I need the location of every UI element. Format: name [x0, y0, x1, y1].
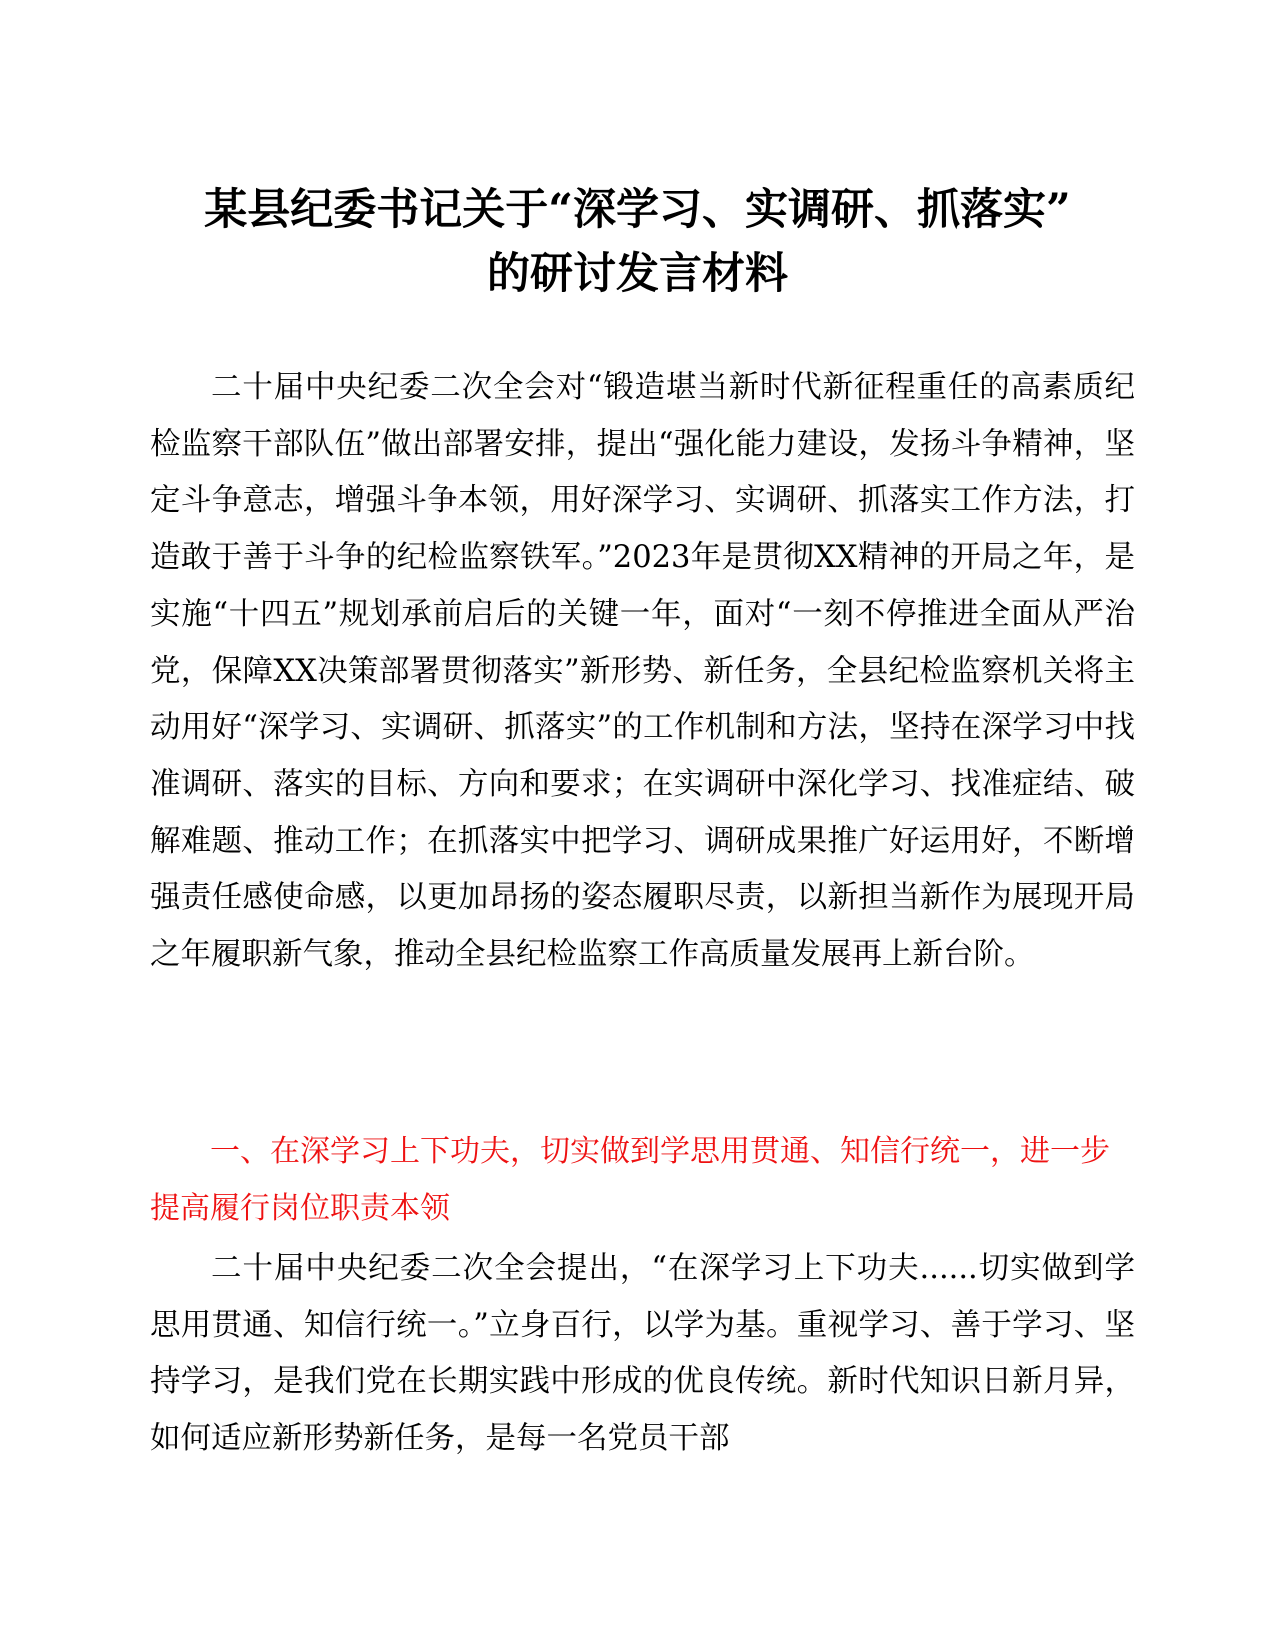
document-title-line-1: 某县纪委书记关于“深学习、实调研、抓落实”: [204, 185, 1071, 235]
body-paragraph-2: 二十届中央纪委二次全会提出，“在深学习上下功夫......切实做到学思用贯通、知信行统一。”立身百行，以学为基。重视学习、善于学习、坚持学习，是我们党在长期实践中形成的优良传统。新时代知识日新月异，如何适应新形势新任务，是每一名党员干部: [150, 1251, 1135, 1457]
section-heading-1: 一、在深学习上下功夫，切实做到学思用贯通、知信行统一，进一步提高履行岗位职责本领: [150, 1134, 1110, 1226]
body-paragraph-1: 二十届中央纪委二次全会对“锻造堪当新时代新征程重任的高素质纪检监察干部队伍”做出部署安排，提出“强化能力建设，发扬斗争精神，坚定斗争意志，增强斗争本领，用好深学习、实调研、抓落实工作方法，打造敢于善于斗争的纪检监察铁军。”2023年是贯彻XX精神的开局之年，是实施“十四五”规划承前启后的关键一年，面对“一刻不停推进全面从严治党，保障XX决策部署贯彻落实”新形势、新任务，全县纪检监察机关将主动用好“深学习、实调研、抓落实”的工作机制和方法，坚持在深学习中找准调研、落实的目标、方向和要求；在实调研中深化学习、找准症结、破解难题、推动工作；在抓落实中把学习、调研成果推广好运用好，不断增强责任感使命感，以更加昂扬的姿态履职尽责，以新担当新作为展现开局之年履职新气象，推动全县纪检监察工作高质量发展再上新台阶。: [150, 370, 1135, 973]
document-title-line-2: 的研讨发言材料: [487, 249, 788, 299]
